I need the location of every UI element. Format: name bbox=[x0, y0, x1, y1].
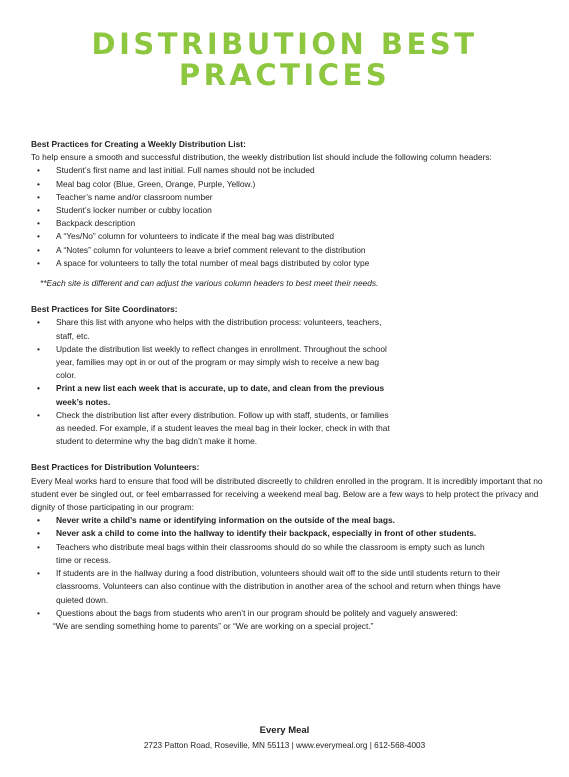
sample-answer: “We are sending something home to parents” or “We are working on a special project.” bbox=[53, 620, 374, 631]
section-intro: Every Meal works hard to ensure that food will be distributed discreetly to children enrolled in the program. It is incredibly important that no student ever be singled out, or feel embarrassed for receiving a weekend meal bag. Below are a few ways to help protect the privacy and dignity of those participating in our program: bbox=[31, 475, 543, 513]
list-item: • Update the distribution list weekly to reflect changes in enrollment. Throughout the school year, families may opt in or out of the program or may simply wish to receive a new bag color. bbox=[31, 343, 391, 383]
list-item: • Never ask a child to come into the hallway to identify their backpack, especially in front of other students. bbox=[31, 527, 551, 540]
list-item: • Questions about the bags from students who aren’t in our program should be politely and vaguely answered: bbox=[31, 607, 551, 620]
list-item: • A “Notes” column for volunteers to leave a brief comment relevant to the distribution bbox=[31, 244, 551, 257]
list-item: • Teachers who distribute meal bags within their classrooms should do so while the classroom is empty such as lunch time or recess. bbox=[31, 541, 501, 567]
page-title bbox=[0, 29, 569, 91]
section-heading: Best Practices for Distribution Volunteers: bbox=[31, 462, 200, 473]
title-line-1: DISTRIBUTION BEST bbox=[91, 27, 478, 61]
section-distribution-volunteers bbox=[31, 461, 551, 633]
column-header-list bbox=[31, 164, 551, 270]
document-body bbox=[31, 138, 551, 633]
list-item: • Check the distribution list after every distribution. Follow up with staff, students, or families as needed. For example, if a student leaves the meal bag in their locker, check in with that student to determine why the bag didn’t make it home. bbox=[31, 409, 391, 449]
list-item: • Student’s first name and last initial. Full names should not be included bbox=[31, 164, 551, 177]
section-heading: Best Practices for Creating a Weekly Distribution List: bbox=[31, 139, 246, 149]
list-item: • Share this list with anyone who helps with the distribution process: volunteers, teachers, staff, etc. bbox=[31, 316, 391, 342]
list-item: • Backpack description bbox=[31, 217, 551, 230]
list-item: • Never write a child’s name or identifying information on the outside of the meal bags. bbox=[31, 514, 551, 527]
section-intro: To help ensure a smooth and successful distribution, the weekly distribution list should include the following column headers: bbox=[31, 152, 492, 163]
section-distribution-list bbox=[31, 138, 551, 290]
footer-contact-line: 2723 Patton Road, Roseville, MN 55113 | www.everymeal.org | 612-568-4003 bbox=[143, 741, 426, 750]
coordinator-list bbox=[31, 316, 551, 448]
title-line-2: PRACTICES bbox=[178, 58, 391, 92]
list-item: • Print a new list each week that is accurate, up to date, and clean from the previous week’s notes. bbox=[31, 382, 391, 408]
footer-org-name: Every Meal bbox=[259, 725, 310, 736]
list-item: • Student’s locker number or cubby location bbox=[31, 204, 551, 217]
site-note: **Each site is different and can adjust the various column headers to best meet their needs. bbox=[40, 278, 379, 289]
section-site-coordinators bbox=[31, 303, 551, 448]
list-item: • If students are in the hallway during a food distribution, volunteers should wait off to the side until students return to their classrooms. Volunteers can also continue with the distribution in another area of the school and return when things have quieted down. bbox=[31, 567, 501, 607]
list-item: • A “Yes/No” column for volunteers to indicate if the meal bag was distributed bbox=[31, 230, 551, 243]
volunteer-list bbox=[31, 514, 551, 620]
list-item: • Meal bag color (Blue, Green, Orange, Purple, Yellow.) bbox=[31, 178, 551, 191]
list-item: • Teacher’s name and/or classroom number bbox=[31, 191, 551, 204]
section-heading: Best Practices for Site Coordinators: bbox=[31, 304, 178, 315]
list-item: • A space for volunteers to tally the total number of meal bags distributed by color type bbox=[31, 257, 551, 270]
